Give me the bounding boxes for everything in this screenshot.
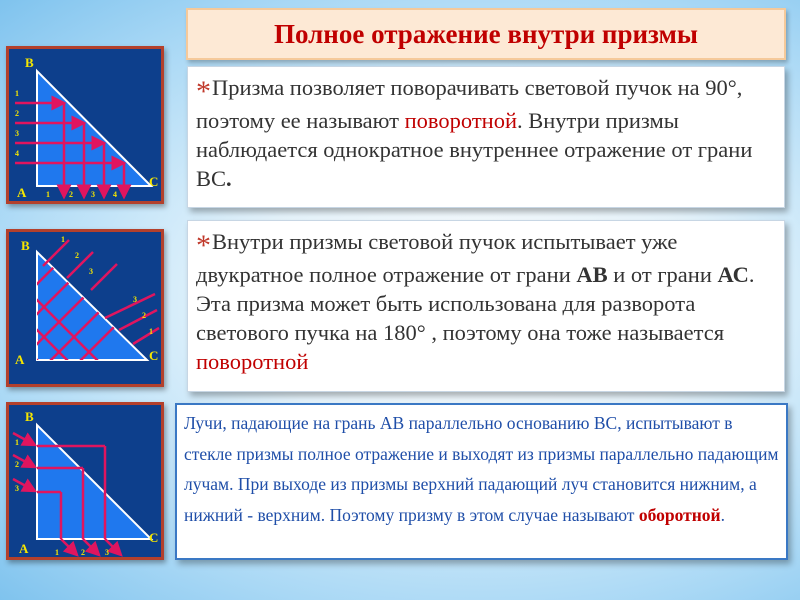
highlight-term: поворотной: [404, 108, 517, 133]
title-banner: [186, 8, 786, 60]
paragraph-2-text-3: . Эта призма может быть использована для разворота светового пучка на 180° , поэтому она тоже называется: [196, 262, 755, 345]
highlight-term: оборотной: [638, 504, 721, 525]
top-number: 3: [89, 267, 93, 276]
face-ac: АС: [717, 262, 749, 287]
paragraph-3: [184, 408, 784, 530]
top-number: 1: [61, 235, 65, 244]
text-box-1: [187, 66, 785, 208]
paragraph-2-text: Внутри призмы световой пучок испытывает уже двукратное полное отражение от грани: [196, 229, 678, 287]
prism-triangle: [37, 71, 151, 186]
bottom-number: 4: [113, 190, 117, 199]
face-ab: АВ: [576, 262, 608, 287]
paragraph-2: [196, 227, 771, 376]
bottom-number: 1: [46, 190, 50, 199]
left-number: 1: [15, 89, 19, 98]
text-box-2: [187, 220, 785, 392]
prism-diagram-3: [6, 402, 164, 560]
left-number: 4: [15, 149, 19, 158]
vertex-c: C: [149, 530, 159, 545]
paragraph-1-text: Призма позволяет поворачивать световой пучок на 90°, поэтому ее называют: [196, 75, 743, 133]
prism-diagram-3-svg: [9, 405, 161, 557]
paragraph-1-end: .: [226, 166, 232, 191]
top-number: 2: [75, 251, 79, 260]
bullet-star: *: [196, 229, 211, 262]
paragraph-3-end: .: [720, 504, 726, 525]
paragraph-1-text-2: . Внутри призмы наблюдается однократное внутреннее отражение от грани ВС: [196, 108, 753, 191]
prism-triangle: [37, 425, 151, 539]
prism-diagram-1: [6, 46, 164, 204]
left-number: 1: [15, 438, 19, 447]
prism-diagram-2-svg: [9, 232, 161, 384]
right-number: 3: [133, 295, 137, 304]
left-number: 3: [15, 129, 19, 138]
prism-diagram-2: [6, 229, 164, 387]
left-number: 3: [15, 484, 19, 493]
paragraph-1: [196, 73, 771, 193]
prism-diagram-1-svg: [9, 49, 161, 201]
vertex-b: B: [25, 409, 34, 424]
paragraph-3-text: Лучи, падающие на грань АВ параллельно основанию ВС, испытывают в стекле призмы полное отражение и выходят из призмы параллельно падающим лучам. При выходе из призмы верхний падающий луч становится нижним, а нижний - верхним. Поэтому призму в этом случае называют: [184, 413, 779, 525]
vertex-a: A: [17, 185, 27, 200]
bottom-number: 2: [81, 548, 85, 557]
highlight-term: поворотной: [196, 349, 309, 374]
page-title: Полное отражение внутри призмы: [273, 18, 698, 49]
vertex-a: A: [19, 541, 29, 556]
bottom-number: 2: [69, 190, 73, 199]
bullet-star: *: [196, 75, 211, 108]
bottom-number: 1: [55, 548, 59, 557]
paragraph-2-text-2: и от грани: [607, 262, 718, 287]
vertex-a: A: [15, 352, 25, 367]
left-number: 2: [15, 109, 19, 118]
bottom-number: 3: [91, 190, 95, 199]
left-number: 2: [15, 460, 19, 469]
text-box-3: [175, 403, 788, 560]
vertex-c: C: [149, 174, 159, 189]
right-number: 2: [142, 311, 146, 320]
right-number: 1: [149, 327, 153, 336]
vertex-b: B: [25, 55, 34, 70]
bottom-number: 3: [105, 548, 109, 557]
vertex-b: B: [21, 238, 30, 253]
vertex-c: C: [149, 348, 159, 363]
